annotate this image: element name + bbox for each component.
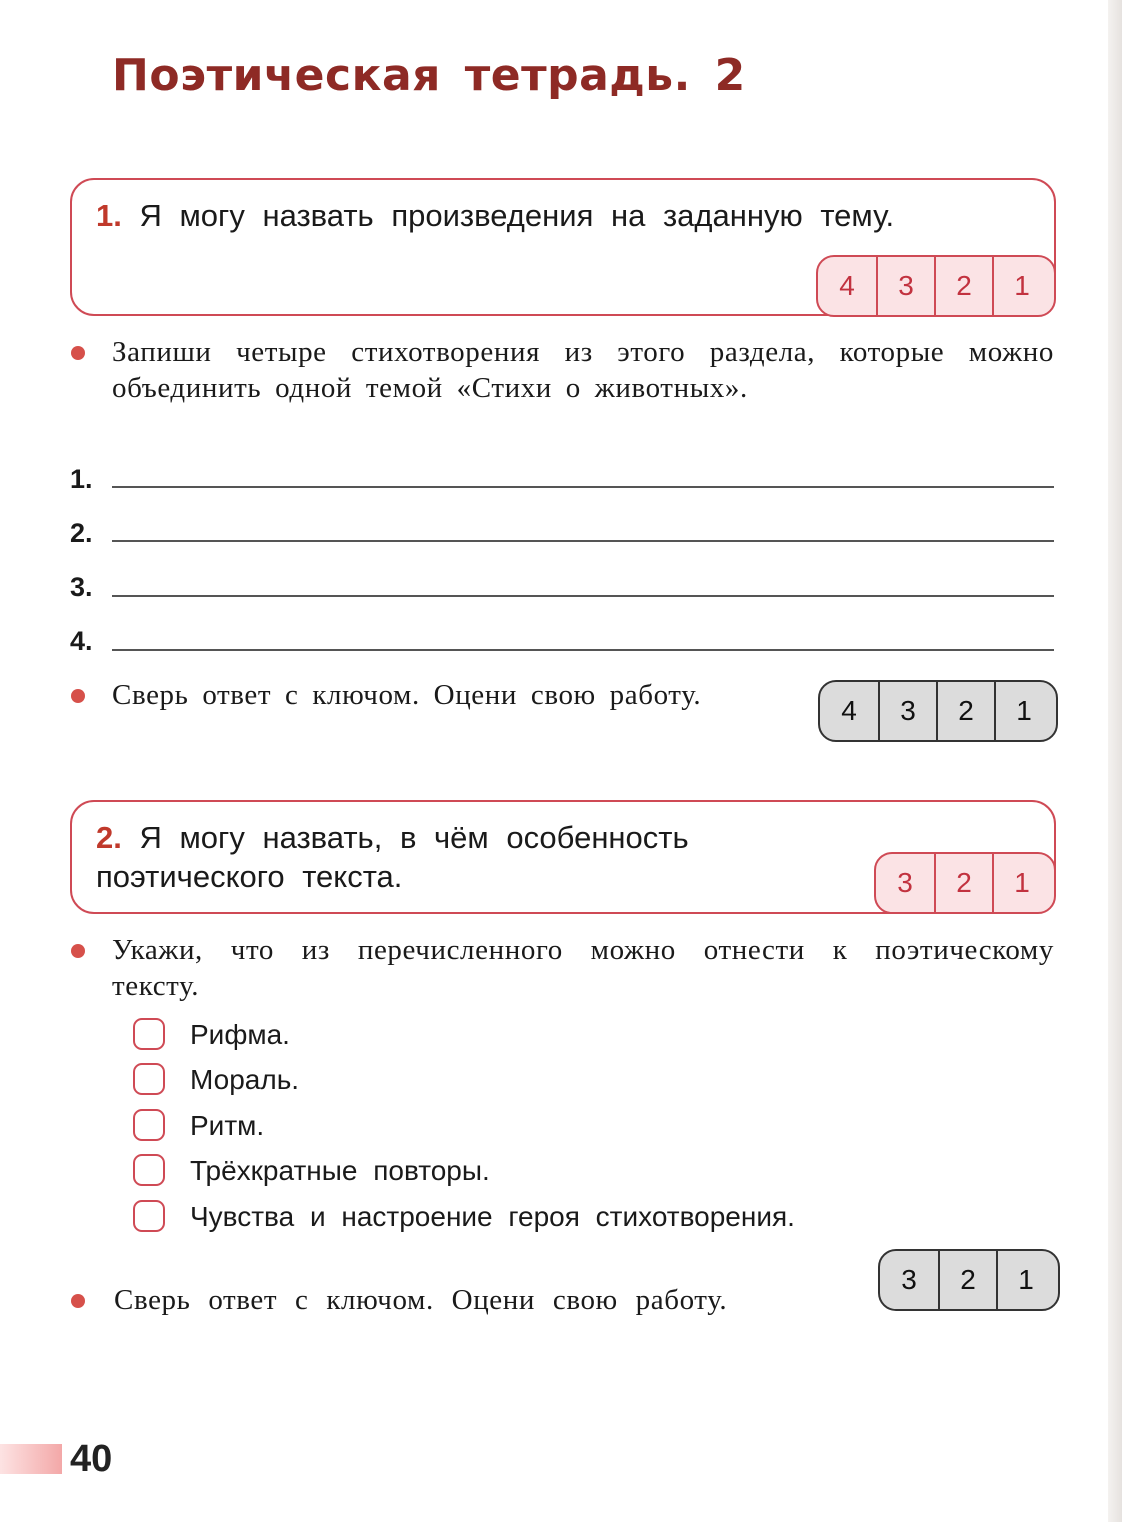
scale-cell-1[interactable]: 1 xyxy=(994,682,1052,740)
option-label-feelings: Чувства и настроение героя стихотворения. xyxy=(190,1201,795,1232)
bullet-icon xyxy=(71,944,85,958)
task-2-goal xyxy=(96,818,856,896)
scale-cell-2[interactable]: 2 xyxy=(936,682,994,740)
page-title: Поэтическая тетрадь. 2 xyxy=(112,50,746,101)
answer-line-number: 1. xyxy=(70,464,93,494)
task-2-check-scale xyxy=(878,1249,1060,1311)
option-checkbox-moral[interactable] xyxy=(133,1063,165,1095)
answer-line-3[interactable] xyxy=(112,595,1054,597)
answer-line-number: 4. xyxy=(70,626,93,656)
page-edge xyxy=(1108,0,1122,1522)
scale-cell-2[interactable]: 2 xyxy=(934,257,992,315)
task-1-number: 1. xyxy=(96,198,122,233)
option-checkbox-repeats[interactable] xyxy=(133,1154,165,1186)
scale-cell-4[interactable]: 4 xyxy=(839,270,855,301)
page-number: 40 xyxy=(70,1438,113,1480)
answer-line-number: 2. xyxy=(70,518,93,548)
scale-cell-3[interactable]: 3 xyxy=(897,867,913,898)
scale-cell-1[interactable]: 1 xyxy=(996,1251,1054,1309)
scale-cell-3[interactable]: 3 xyxy=(901,1264,917,1295)
scale-cell-1[interactable]: 1 xyxy=(992,854,1050,912)
option-label-moral: Мораль. xyxy=(190,1064,300,1095)
task-2-instruction: Укажи, что из перечисленного можно отнести к поэтическому тексту. xyxy=(112,934,1054,1002)
task-2-check-text: Сверь ответ с ключом. Оцени свою работу. xyxy=(114,1284,728,1316)
option-label-rhythm: Ритм. xyxy=(190,1110,265,1141)
bullet-icon xyxy=(71,689,85,703)
task-1-self-scale xyxy=(816,255,1056,317)
task-2-self-scale xyxy=(874,852,1056,914)
task-1-check-text: Сверь ответ с ключом. Оцени свою работу. xyxy=(112,679,702,711)
task-1-goal xyxy=(96,196,956,235)
bullet-icon xyxy=(71,346,85,360)
scale-cell-2[interactable]: 2 xyxy=(934,854,992,912)
task-1-instruction: Запиши четыре стихотворения из этого раздела, которые можно объединить одной темой «Стихи о животных». xyxy=(112,336,1054,404)
scale-cell-1[interactable]: 1 xyxy=(992,257,1050,315)
option-label-repeats: Трёхкратные повторы. xyxy=(190,1155,490,1186)
scale-cell-4[interactable]: 4 xyxy=(841,695,857,726)
scale-cell-3[interactable]: 3 xyxy=(878,682,936,740)
answer-line-number: 3. xyxy=(70,572,93,602)
task-1-goal-text: Я могу назвать произведения на заданную тему. xyxy=(139,198,895,233)
answer-line-2[interactable] xyxy=(112,540,1054,542)
scale-cell-3[interactable]: 3 xyxy=(876,257,934,315)
answer-line-4[interactable] xyxy=(112,649,1054,651)
answer-line-1[interactable] xyxy=(112,486,1054,488)
option-checkbox-rhythm[interactable] xyxy=(133,1109,165,1141)
option-label-rhyme: Рифма. xyxy=(190,1019,290,1050)
task-2-number: 2. xyxy=(96,820,122,855)
bullet-icon xyxy=(71,1294,85,1308)
scale-cell-2[interactable]: 2 xyxy=(938,1251,996,1309)
option-checkbox-rhyme[interactable] xyxy=(133,1018,165,1050)
task-1-check-scale xyxy=(818,680,1058,742)
page-number-tab xyxy=(0,1444,62,1474)
task-2-goal-text: Я могу назвать, в чём особенность поэтического текста. xyxy=(96,820,689,894)
option-checkbox-feelings[interactable] xyxy=(133,1200,165,1232)
